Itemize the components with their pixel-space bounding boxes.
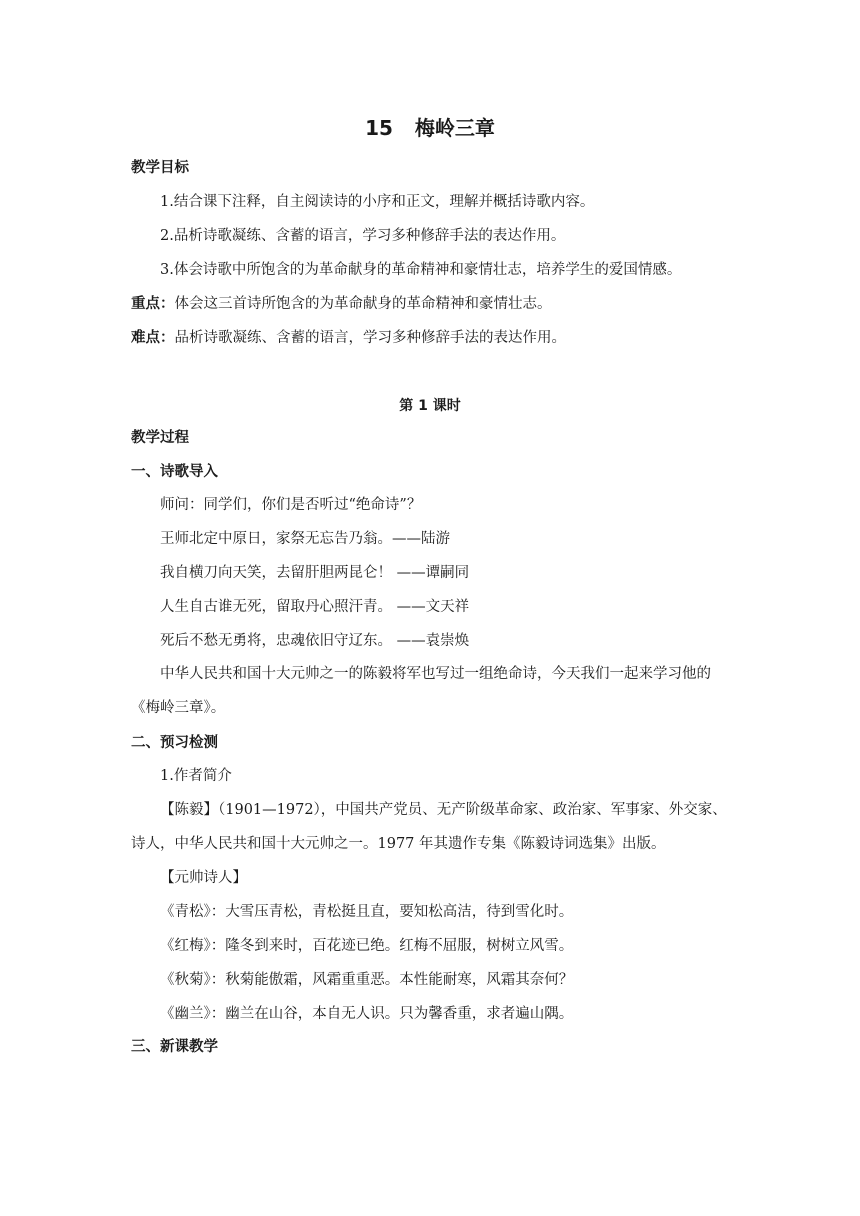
poem-line-2: 我自横刀向天笑，去留肝胆两昆仑！ ——谭嗣同 bbox=[160, 565, 470, 581]
page-title bbox=[0, 115, 860, 141]
difficulty-label: 难点： bbox=[131, 330, 175, 346]
poem-line-4: 死后不愁无勇将，忠魂依旧守辽东。 ——袁崇焕 bbox=[160, 633, 470, 649]
difficulty-text: 品析诗歌凝练、含蓄的语言，学习多种修辞手法的表达作用。 bbox=[174, 330, 566, 346]
teacher-question: 师问：同学们，你们是否听过“绝命诗”？ bbox=[160, 497, 422, 513]
section2-heading: 二、预习检测 bbox=[131, 735, 218, 751]
objective-item-3: 3.体会诗歌中所饱含的为革命献身的革命精神和豪情壮志，培养学生的爱国情感。 bbox=[160, 262, 682, 278]
intro-paragraph-line1: 中华人民共和国十大元帅之一的陈毅将军也写过一组绝命诗，今天我们一起来学习他的 bbox=[160, 666, 711, 682]
author-name-label: 【陈毅】 bbox=[160, 802, 218, 818]
author-intro-heading: 1.作者简介 bbox=[160, 768, 232, 784]
author-bio-text: （1901—1972），中国共产党员、无产阶级革命家、政治家、军事家、外交家、 bbox=[218, 802, 727, 818]
marshal-poet-heading: 【元帅诗人】 bbox=[160, 870, 247, 886]
author-line2: 诗人，中华人民共和国十大元帅之一。1977 年其遗作专集《陈毅诗词选集》出版。 bbox=[131, 836, 666, 852]
objective-item-2: 2.品析诗歌凝练、含蓄的语言，学习多种修辞手法的表达作用。 bbox=[160, 228, 566, 244]
objective-item-1: 1.结合课下注释，自主阅读诗的小序和正文，理解并概括诗歌内容。 bbox=[160, 194, 595, 210]
author-line1 bbox=[160, 800, 727, 820]
key-point-text: 体会这三首诗所饱含的为革命献身的革命精神和豪情壮志。 bbox=[174, 296, 552, 312]
intro-paragraph-line2: 《梅岭三章》。 bbox=[131, 700, 226, 716]
marshal-poem-4: 《幽兰》：幽兰在山谷，本自无人识。只为馨香重，求者遍山隅。 bbox=[160, 1006, 574, 1022]
poem-line-3: 人生自古谁无死，留取丹心照汗青。 ——文天祥 bbox=[160, 599, 470, 615]
section3-heading: 三、新课教学 bbox=[131, 1039, 218, 1055]
key-point-label: 重点： bbox=[131, 296, 175, 312]
section1-heading: 一、诗歌导入 bbox=[131, 464, 218, 480]
difficulty-point bbox=[131, 328, 566, 348]
process-heading: 教学过程 bbox=[131, 430, 189, 446]
poem-line-1: 王师北定中原日，家祭无忘告乃翁。——陆游 bbox=[160, 531, 450, 547]
objectives-heading: 教学目标 bbox=[131, 160, 189, 176]
marshal-poem-2: 《红梅》：隆冬到来时，百花迹已绝。红梅不屈服，树树立风雪。 bbox=[160, 938, 574, 954]
lesson-title: 梅岭三章 bbox=[414, 116, 495, 140]
key-point bbox=[131, 294, 552, 314]
lesson-period-title: 第 1 课时 bbox=[399, 398, 461, 414]
marshal-poem-1: 《青松》：大雪压青松，青松挺且直，要知松高洁，待到雪化时。 bbox=[160, 904, 574, 920]
lesson-number: 15 bbox=[365, 116, 393, 140]
marshal-poem-3: 《秋菊》：秋菊能傲霜，风霜重重恶。本性能耐寒，风霜其奈何？ bbox=[160, 972, 574, 988]
